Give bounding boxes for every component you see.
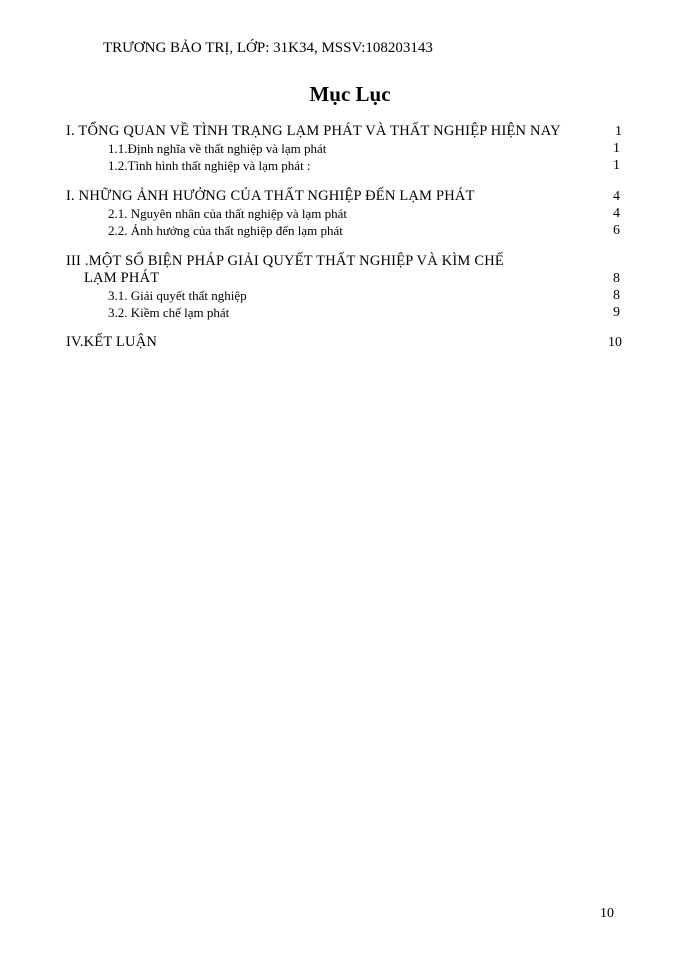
toc-entry-2-2[interactable]: 2.2. Ảnh hưởng của thất nghiệp đến lạm phát [108,223,343,238]
toc-page-3-2: 9 [613,305,620,320]
toc-page-section-1: 1 [615,124,622,139]
toc-entry-section-3[interactable]: III .MỘT SỐ BIỆN PHÁP GIẢI QUYẾT THẤT NGHIỆP VÀ KÌM CHẾ [66,253,504,269]
toc-entry-section-3-continued[interactable]: LẠM PHÁT [84,270,160,286]
toc-page-2-2: 6 [613,223,620,238]
toc-entry-section-1[interactable]: I. TỔNG QUAN VỀ TÌNH TRẠNG LẠM PHÁT VÀ THẤT NGHIỆP HIỆN NAY [66,123,561,139]
toc-entry-1-2[interactable]: 1.2.Tình hình thất nghiệp và lạm phát : [108,158,311,173]
toc-entry-3-1[interactable]: 3.1. Giải quyết thất nghiệp [108,288,247,303]
toc-page-section-3: 8 [613,271,620,286]
toc-page-section-4: 10 [608,335,622,350]
toc-entry-3-2[interactable]: 3.2. Kiềm chế lạm phát [108,305,230,320]
toc-entry-section-2[interactable]: I. NHỮNG ẢNH HƯỞNG CỦA THẤT NGHIỆP ĐẾN LẠM PHÁT [66,188,475,204]
toc-page-1-2: 1 [613,158,620,173]
toc-entry-1-1[interactable]: 1.1.Định nghĩa về thất nghiệp và lạm phát [108,141,327,156]
toc-page-section-2: 4 [613,189,620,204]
toc-page-3-1: 8 [613,288,620,303]
toc-page-1-1: 1 [613,141,620,156]
document-header: TRƯƠNG BẢO TRỊ, LỚP: 31K34, MSSV:108203143 [103,40,433,56]
toc-page-2-1: 4 [613,206,620,221]
toc-entry-section-4[interactable]: IV.KẾT LUẬN [66,334,158,350]
toc-title: Mục Lục [309,82,391,106]
footer-page-number: 10 [600,906,614,921]
toc-entry-2-1[interactable]: 2.1. Nguyên nhân của thất nghiệp và lạm phát [108,206,347,221]
